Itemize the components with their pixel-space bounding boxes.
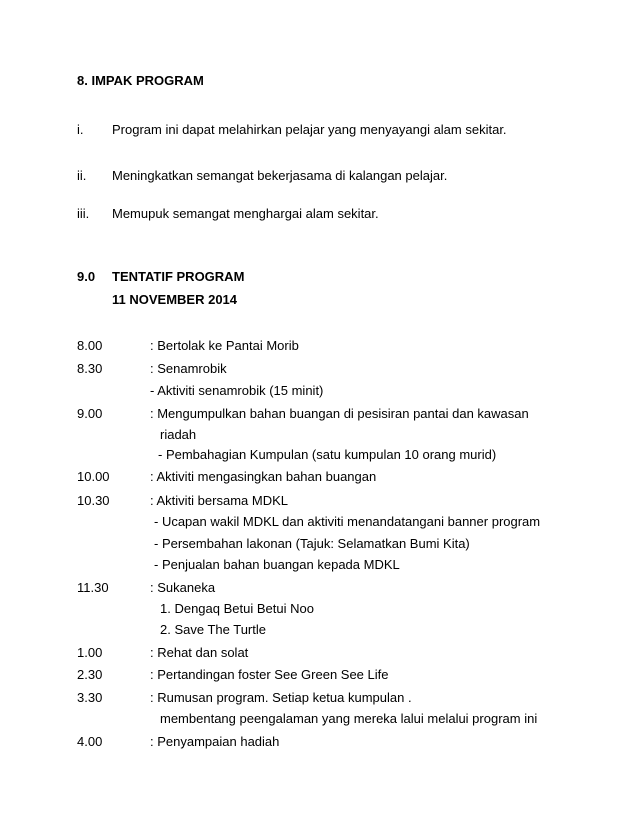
schedule-activity: : Penyampaian hadiah (150, 734, 280, 749)
impak-item-3-number: iii. (77, 206, 90, 221)
schedule-activity: : Mengumpulkan bahan buangan di pesisiran pantai dan kawasan (150, 406, 529, 421)
schedule-detail: - Aktiviti senamrobik (15 minit) (150, 383, 324, 398)
section-9-heading: TENTATIF PROGRAM (112, 269, 245, 284)
schedule-time: 8.00 (77, 338, 103, 353)
schedule-detail: - Pembahagian Kumpulan (satu kumpulan 10 orang murid) (158, 447, 497, 462)
schedule-time: 10.30 (77, 493, 110, 508)
schedule-time: 10.00 (77, 469, 110, 484)
schedule-detail: - Ucapan wakil MDKL dan aktiviti menandatangani banner program (154, 514, 541, 529)
schedule-activity: : Sukaneka (150, 580, 216, 595)
impak-item-2-number: ii. (77, 168, 87, 183)
schedule-time: 8.30 (77, 361, 103, 376)
schedule-activity: : Senamrobik (150, 361, 227, 376)
schedule-activity: : Aktiviti bersama MDKL (150, 493, 288, 508)
schedule-time: 1.00 (77, 645, 103, 660)
section-9-number: 9.0 (77, 269, 96, 284)
program-date: 11 NOVEMBER 2014 (112, 292, 238, 307)
schedule-activity: : Pertandingan foster See Green See Life (150, 667, 389, 682)
schedule-activity: : Aktiviti mengasingkan bahan buangan (150, 469, 377, 484)
schedule-activity: : Rumusan program. Setiap ketua kumpulan . (150, 690, 412, 705)
schedule-detail: 1. Dengaq Betui Betui Noo (160, 601, 314, 616)
schedule-detail: riadah (160, 427, 197, 442)
impak-item-1-number: i. (77, 122, 84, 137)
schedule-time: 2.30 (77, 667, 103, 682)
section-8-heading: 8. IMPAK PROGRAM (77, 73, 204, 88)
impak-item-3-text: Memupuk semangat menghargai alam sekitar. (112, 206, 379, 221)
impak-item-2-text: Meningkatkan semangat bekerjasama di kalangan pelajar. (112, 168, 448, 183)
schedule-activity: : Bertolak ke Pantai Morib (150, 338, 299, 353)
schedule-detail: - Penjualan bahan buangan kepada MDKL (154, 557, 400, 572)
schedule-time: 3.30 (77, 690, 103, 705)
schedule-time: 4.00 (77, 734, 103, 749)
schedule-activity: : Rehat dan solat (150, 645, 249, 660)
schedule-detail: - Persembahan lakonan (Tajuk: Selamatkan Bumi Kita) (154, 536, 470, 551)
impak-item-1-text: Program ini dapat melahirkan pelajar yang menyayangi alam sekitar. (112, 122, 507, 137)
schedule-detail: 2. Save The Turtle (160, 622, 266, 637)
schedule-detail: membentang peengalaman yang mereka lalui melalui program ini (160, 711, 538, 726)
schedule-time: 11.30 (77, 580, 109, 595)
schedule-time: 9.00 (77, 406, 103, 421)
